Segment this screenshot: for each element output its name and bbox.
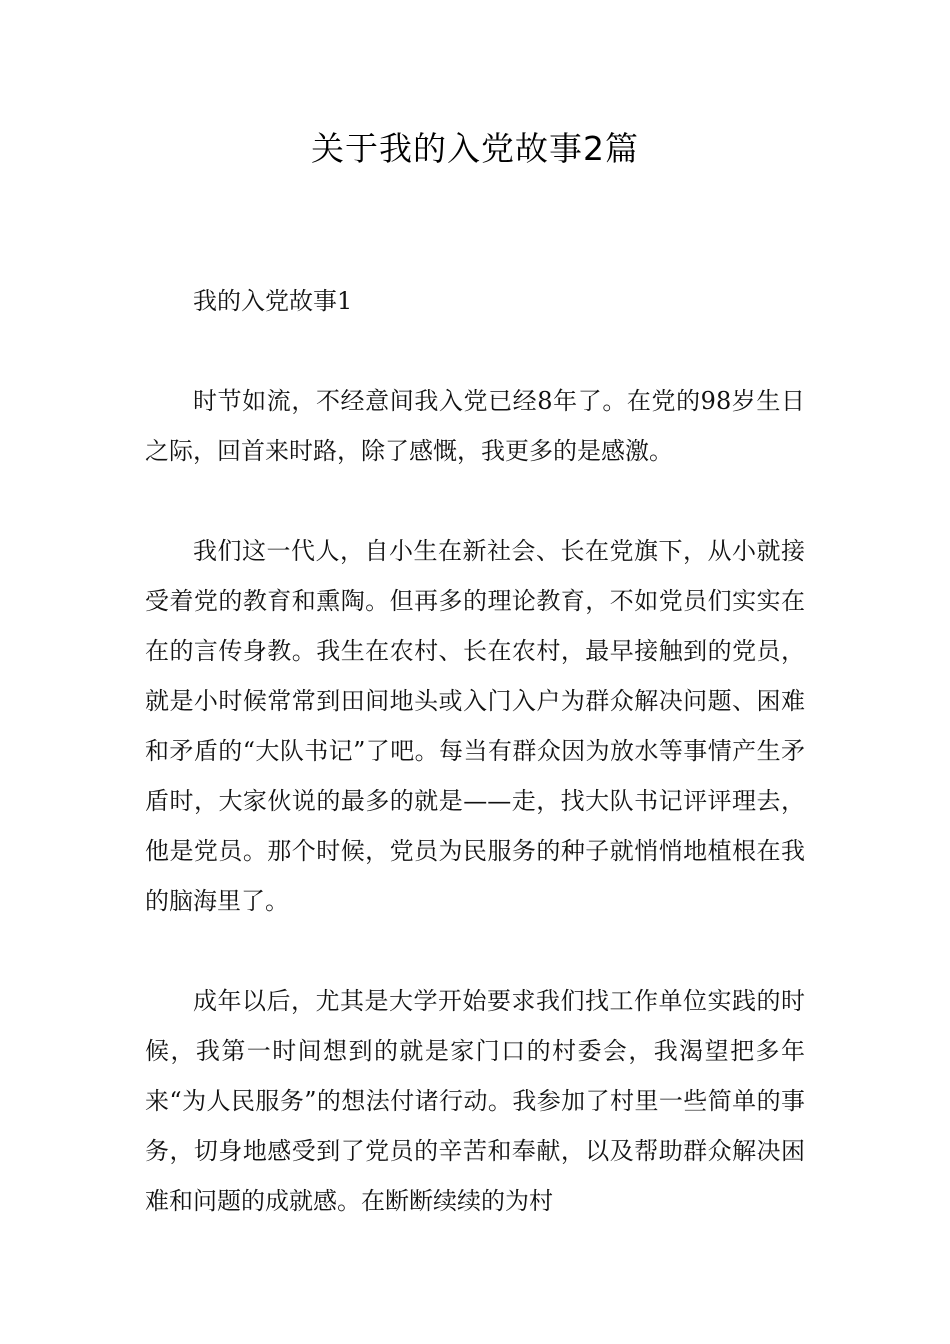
- paragraph-1: 时节如流，不经意间我入党已经8年了。在党的98岁生日之际，回首来时路，除了感慨，我更多的是感激。: [145, 387, 805, 465]
- paragraph-2: 我们这一代人，自小生在新社会、长在党旗下，从小就接受着党的教育和熏陶。但再多的理论教育，不如党员们实实在在的言传身教。我生在农村、长在农村，最早接触到的党员，就是小时候常常到田间地头或入门入户为群众解决问题、困难和矛盾的“大队书记”了吧。每当有群众因为放水等事情产生矛盾时，大家伙说的最多的就是——走，找大队书记评评理去，他是党员。那个时候，党员为民服务的种子就悄悄地植根在我的脑海里了。: [145, 537, 805, 915]
- document-body: [145, 276, 805, 1226]
- paragraph-3: 成年以后，尤其是大学开始要求我们找工作单位实践的时候，我第一时间想到的就是家门口的村委会，我渴望把多年来“为人民服务”的想法付诸行动。我参加了村里一些简单的事务，切身地感受到了党员的辛苦和奉献，以及帮助群众解决困难和问题的成就感。在断断续续的为村: [145, 987, 805, 1215]
- section-heading: 我的入党故事1: [193, 287, 353, 315]
- document-title: 关于我的入党故事2篇: [311, 129, 639, 168]
